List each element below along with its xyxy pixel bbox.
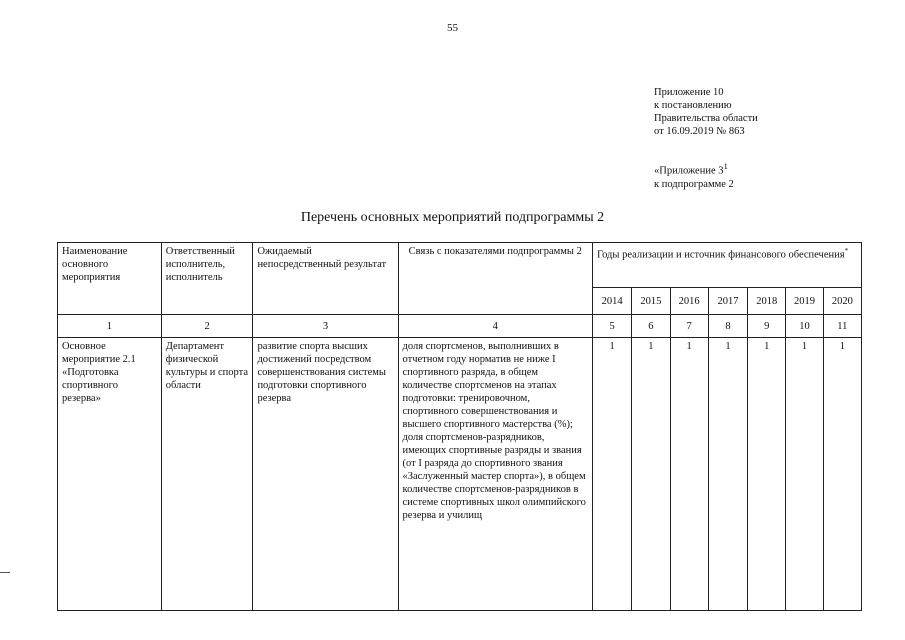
year-value-cell: 1 <box>823 338 861 611</box>
appendix-ref-line1 <box>654 160 734 178</box>
column-number: 1 <box>58 315 162 338</box>
header-executor: Ответственный исполнитель, исполнитель <box>161 243 253 315</box>
activity-name-cell: Основное мероприятие 2.1 «Подготовка спортивного резерва» <box>58 338 162 611</box>
column-number: 3 <box>253 315 398 338</box>
header-activity: Наименование основного мероприятия <box>58 243 162 315</box>
column-number: 7 <box>670 315 708 338</box>
appendix-line: к постановлению <box>654 100 732 111</box>
result-cell: развитие спорта высших достижений посредством совершенствования системы подготовки спортивного резерва <box>253 338 398 611</box>
column-number: 9 <box>748 315 786 338</box>
page-number: 55 <box>447 22 458 34</box>
year-cell: 2020 <box>823 288 861 315</box>
appendix-ref-sup: 1 <box>723 161 728 171</box>
year-value-cell: 1 <box>592 338 631 611</box>
column-number: 2 <box>161 315 253 338</box>
year-value-cell: 1 <box>786 338 823 611</box>
document-title: Перечень основных мероприятий подпрограммы 2 <box>300 210 605 225</box>
appendix-ref-text: «Приложение 3 <box>654 165 724 177</box>
year-cell: 2019 <box>786 288 823 315</box>
appendix-line: Приложение 10 <box>654 87 724 98</box>
appendix-block <box>654 86 758 138</box>
year-value-cell: 1 <box>708 338 747 611</box>
header-result: Ожидаемый непосредственный результат <box>253 243 398 315</box>
column-number: 4 <box>398 315 592 338</box>
appendix-line: от 16.09.2019 № 863 <box>654 126 745 137</box>
year-cell: 2018 <box>748 288 786 315</box>
column-number: 5 <box>592 315 631 338</box>
column-number: 8 <box>708 315 747 338</box>
year-cell: 2014 <box>592 288 631 315</box>
column-number: 10 <box>786 315 823 338</box>
appendix-ref-block <box>654 160 734 191</box>
year-value-cell: 1 <box>670 338 708 611</box>
column-number: 11 <box>823 315 861 338</box>
appendix-line: Правительства области <box>654 113 758 124</box>
header-years-group-text: Годы реализации и источник финансового обеспечения <box>596 249 845 261</box>
column-number: 6 <box>632 315 670 338</box>
executor-cell: Департамент физической культуры и спорта области <box>161 338 253 611</box>
header-indicators: Связь с показателями подпрограммы 2 <box>398 243 592 315</box>
scan-edge-mark <box>0 572 10 573</box>
year-value-cell: 1 <box>748 338 786 611</box>
appendix-ref-line2: к подпрограмме 2 <box>654 178 734 190</box>
header-years-group <box>592 243 861 288</box>
activities-table <box>57 242 862 611</box>
indicators-cell: доля спортсменов, выполнивших в отчетном году норматив не ниже I спортивного разряда, в общем количестве спортсменов на этапах подготовки: тренировочном, спортивного совершенствования и высшего спортивного мастерства (%); доля спортсменов-разрядников, имеющих спортивные разряды и звания (от I разряда до спортивного звания «Заслуженный мастер спорта»), в общем количестве спортсменов-разрядников в системе спортивных школ олимпийского резерва и училищ <box>398 338 592 611</box>
footnote-mark: * <box>844 247 849 255</box>
year-cell: 2017 <box>708 288 747 315</box>
year-cell: 2015 <box>632 288 670 315</box>
year-value-cell: 1 <box>632 338 670 611</box>
year-cell: 2016 <box>670 288 708 315</box>
